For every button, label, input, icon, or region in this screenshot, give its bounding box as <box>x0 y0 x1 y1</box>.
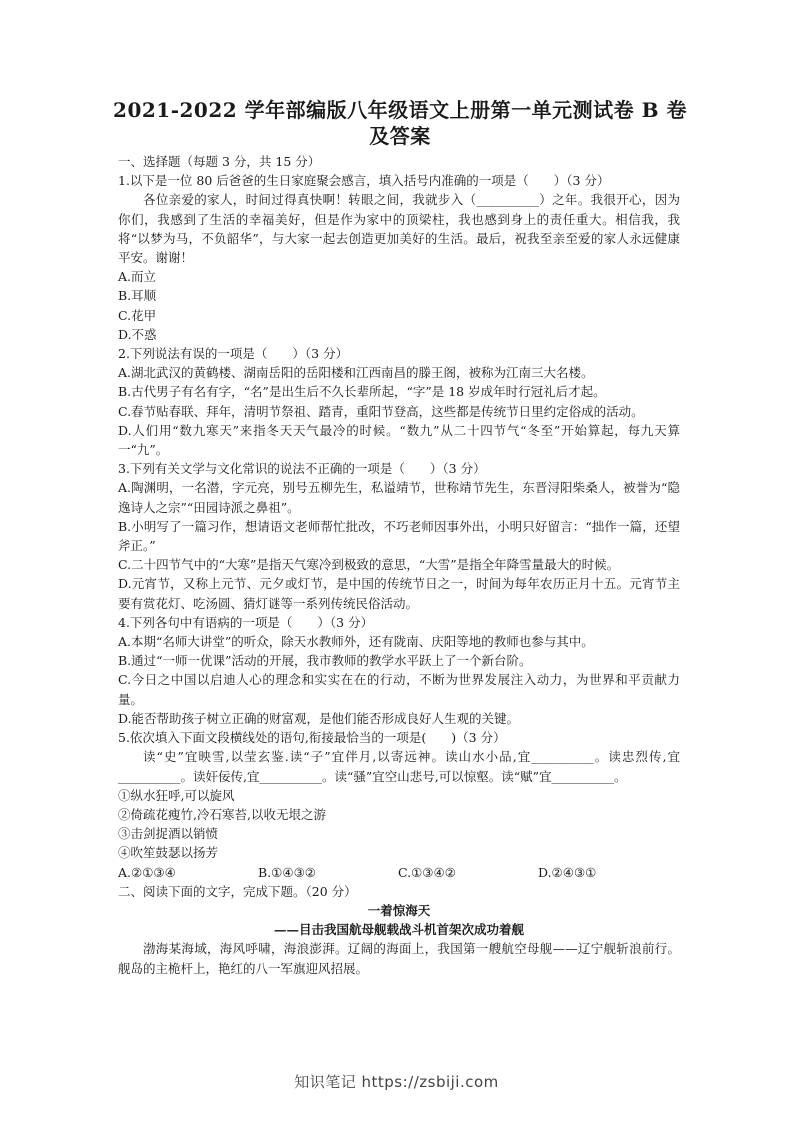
question-4-option-b: B.通过“一师一优课”活动的开展，我市教师的教学水平跃上了一个新台阶。 <box>118 653 532 669</box>
footer-watermark: 知识笔记 https://zsbiji.com <box>294 1073 499 1091</box>
question-5-passage: 读“史”宜映雪,以莹玄鉴.读“子”宜伴月,以寄远神。读山水小品,宜__________。读忠烈传,宜__________。读奸佞传,宜__________。读“骚”宜空山悲号,可以惊壑。读“赋”宜__________。 <box>118 749 680 784</box>
section-heading-choice: 一、选择题（每题 3 分，共 15 分） <box>118 154 321 169</box>
question-5-choice-b: B.①④③② <box>258 864 316 880</box>
title-line-1: 2021-2022 学年部编版八年级语文上册第一单元测试卷 B 卷 <box>113 98 687 122</box>
title-line-2: 及答案 <box>369 124 431 148</box>
question-3-option-c: C.二十四节气中的“大寒”是指天气寒冷到极致的意思，“大雪”是指全年降雪量最大的时候。 <box>118 557 620 573</box>
question-5-choice-d: D.②④③① <box>538 864 597 880</box>
question-2-stem: 2.下列说法有误的一项是（ ）（3 分） <box>118 346 349 362</box>
document-body <box>118 152 680 978</box>
question-4-stem: 4.下列各句中有语病的一项是（ ）（3 分） <box>118 614 374 630</box>
question-5-choices <box>118 863 680 882</box>
question-5-item-3: ③击剑捉酒以销愤 <box>118 826 219 842</box>
question-5-item-4: ④吹笙鼓瑟以扬芳 <box>118 845 219 861</box>
question-4-option-c: C.今日之中国以启迪人心的理念和实实在在的行动，不断为世界发展注入动力，为世界和平贡献力量。 <box>118 672 680 707</box>
question-1-option-c: C.花甲 <box>118 307 157 323</box>
question-3-option-a: A.陶渊明，一名潜，字元亮，别号五柳先生，私谥靖节，世称靖节先生，东晋浔阳柴桑人，被誉为“隐逸诗人之宗”“田园诗派之鼻祖”。 <box>118 480 680 515</box>
question-5-stem: 5.依次填入下面文段横线处的语句,衔接最恰当的一项是( )（3 分） <box>118 730 506 746</box>
question-5-item-1: ①纵水狂呼,可以旋风 <box>118 787 235 803</box>
question-3-stem: 3.下列有关文学与文化常识的说法不正确的一项是（ ）（3 分） <box>118 461 486 477</box>
question-3-option-b: B.小明写了一篇习作，想请语文老师帮忙批改，不巧老师因事外出，小明只好留言：“拙作一篇，还望斧正。” <box>118 518 680 554</box>
question-2-option-d: D.人们用“数九寒天”来指冬天天气最冷的时候。“数九”从二十四节气“冬至”开始算起，每九天算一“九”。 <box>118 422 680 458</box>
question-1-stem: 1.以下是一位 80 后爸爸的生日家庭聚会感言，填入括号内准确的一项是（ ）（3 分） <box>118 173 610 189</box>
question-2-option-b: B.古代男子有名有字，“名”是出生后不久长辈所起，“字”是 18 岁成年时行冠礼后才起。 <box>118 384 606 400</box>
question-5-choice-a: A.②①③④ <box>118 864 176 880</box>
section-heading-reading: 二、阅读下面的文字，完成下题。（20 分） <box>118 883 357 899</box>
question-2-option-c: C.春节贴春联、拜年，清明节祭祖、踏青，重阳节登高，这些都是传统节日里约定俗成的活动。 <box>118 403 644 419</box>
question-5-choice-c: C.①③④② <box>398 864 456 880</box>
question-1-passage: 各位亲爱的家人，时间过得真快啊！转眼之间，我就步入（__________）之年。我很开心，因为你们，我感到了生活的幸福美好，但是作为家中的顶梁柱，我也感到身上的责任重大。相信我，我将“以梦为马，不负韶华”，与大家一起去创造更加美好的生活。最后，祝我至亲至爱的家人永远健康平安。谢谢！ <box>118 192 680 266</box>
question-3-option-d: D.元宵节，又称上元节、元夕或灯节，是中国的传统节日之一，时间为每年农历正月十五。元宵节主要有赏花灯、吃汤圆、猜灯谜等一系列传统民俗活动。 <box>118 576 680 611</box>
question-5-item-2: ②倚疏花瘦竹,冷石寒苔,以收无垠之游 <box>118 806 326 822</box>
article-title: 一着惊海天 <box>367 902 431 918</box>
question-2-option-a: A.湖北武汉的黄鹤楼、湖南岳阳的岳阳楼和江西南昌的滕王阁，被称为江南三大名楼。 <box>118 365 594 381</box>
question-4-option-d: D.能否帮助孩子树立正确的财富观，是他们能否形成良好人生观的关键。 <box>118 710 520 726</box>
article-subtitle: ——目击我国航母舰载战斗机首架次成功着舰 <box>273 922 524 938</box>
document-title <box>100 97 700 149</box>
article-paragraph: 渤海某海域，海风呼啸，海浪澎湃。辽阔的海面上，我国第一艘航空母舰——辽宁舰斩浪前行。舰岛的主桅杆上，艳红的八一军旗迎风招展。 <box>118 941 680 976</box>
question-4-option-a: A.本期“名师大讲堂”的听众，除天水教师外，还有陇南、庆阳等地的教师也参与其中。 <box>118 634 594 650</box>
question-1-option-b: B.耳顺 <box>118 288 157 304</box>
question-1-option-a: A.而立 <box>118 269 157 285</box>
question-1-option-d: D.不惑 <box>118 326 157 342</box>
